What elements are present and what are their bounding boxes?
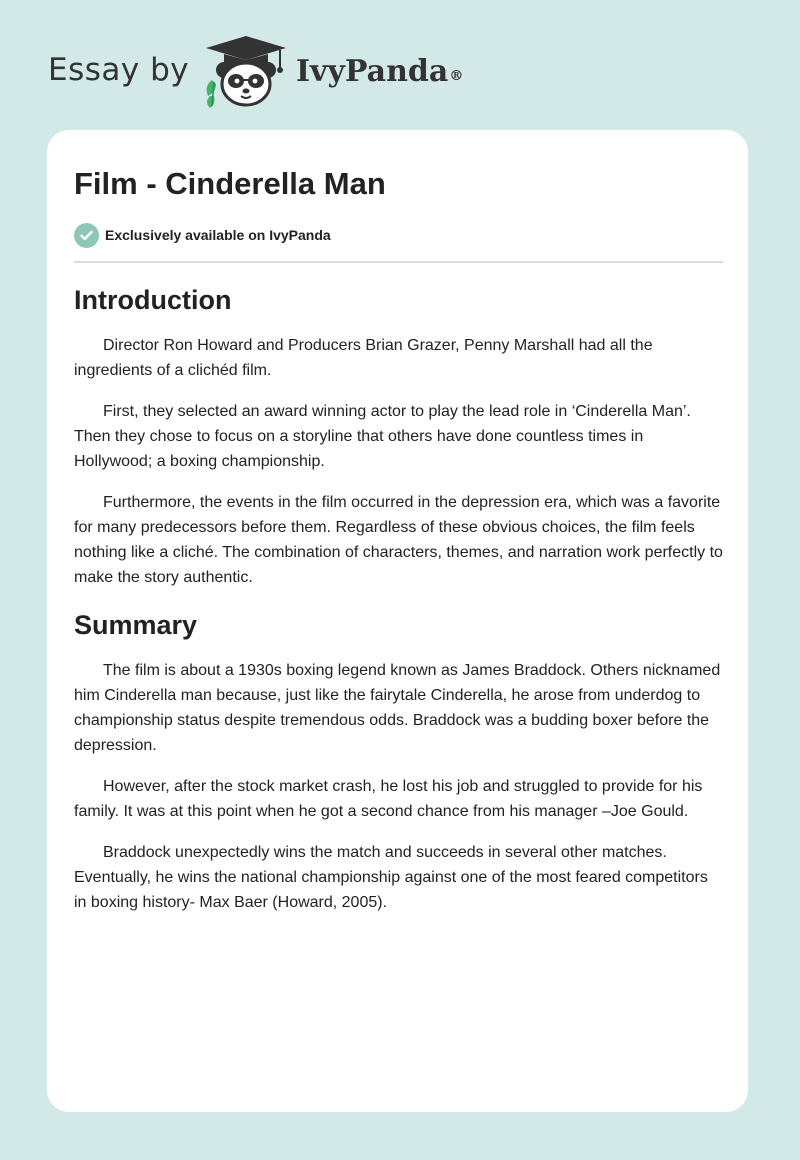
- essay-title: Film - Cinderella Man: [74, 166, 386, 201]
- brand-name[interactable]: [296, 52, 463, 92]
- brand-name-text: IvyPanda: [296, 54, 449, 89]
- registered-mark: ®: [449, 68, 464, 84]
- paragraph: Furthermore, the events in the film occurred in the depression era, which was a favorite for many predecessors before them. Regardless of these obvious choices, the film feels nothing like a cliché. The combination of characters, themes, and narration work perfectly to make the story authentic.: [74, 494, 723, 586]
- panda-logo-icon[interactable]: [200, 34, 292, 110]
- paragraph: Director Ron Howard and Producers Brian Grazer, Penny Marshall had all the ingredients of a clichéd film.: [74, 337, 653, 379]
- essay-by-label: Essay by: [48, 52, 190, 88]
- paragraph: Braddock unexpectedly wins the match and succeeds in several other matches. Eventually, he wins the national championship against one of the most feared competitors in boxing history- Max Baer (Howard, 2005).: [74, 844, 708, 911]
- site-header: [0, 0, 800, 130]
- section-introduction: [74, 282, 723, 590]
- exclusive-badge: [74, 222, 331, 248]
- essay-card: [47, 130, 748, 1112]
- essay-body: [74, 282, 723, 931]
- exclusive-badge-label: Exclusively available on IvyPanda: [105, 227, 331, 243]
- section-heading: Introduction: [74, 285, 232, 315]
- paragraph: However, after the stock market crash, he lost his job and struggled to provide for his family. It was at this point when he got a second chance from his manager –Joe Gould.: [74, 778, 703, 820]
- check-circle-icon: [74, 223, 99, 248]
- divider: [74, 261, 723, 263]
- paragraph: First, they selected an award winning actor to play the lead role in ‘Cinderella Man’. Then they chose to focus on a storyline that others have done countless times in Hollywood; a boxing championship.: [74, 403, 691, 470]
- section-heading: Summary: [74, 610, 198, 640]
- section-summary: [74, 607, 723, 915]
- paragraph: The film is about a 1930s boxing legend known as James Braddock. Others nicknamed him Cinderella man because, just like the fairytale Cinderella, he arose from underdog to championship status despite tremendous odds. Braddock was a budding boxer before the depression.: [74, 662, 721, 754]
